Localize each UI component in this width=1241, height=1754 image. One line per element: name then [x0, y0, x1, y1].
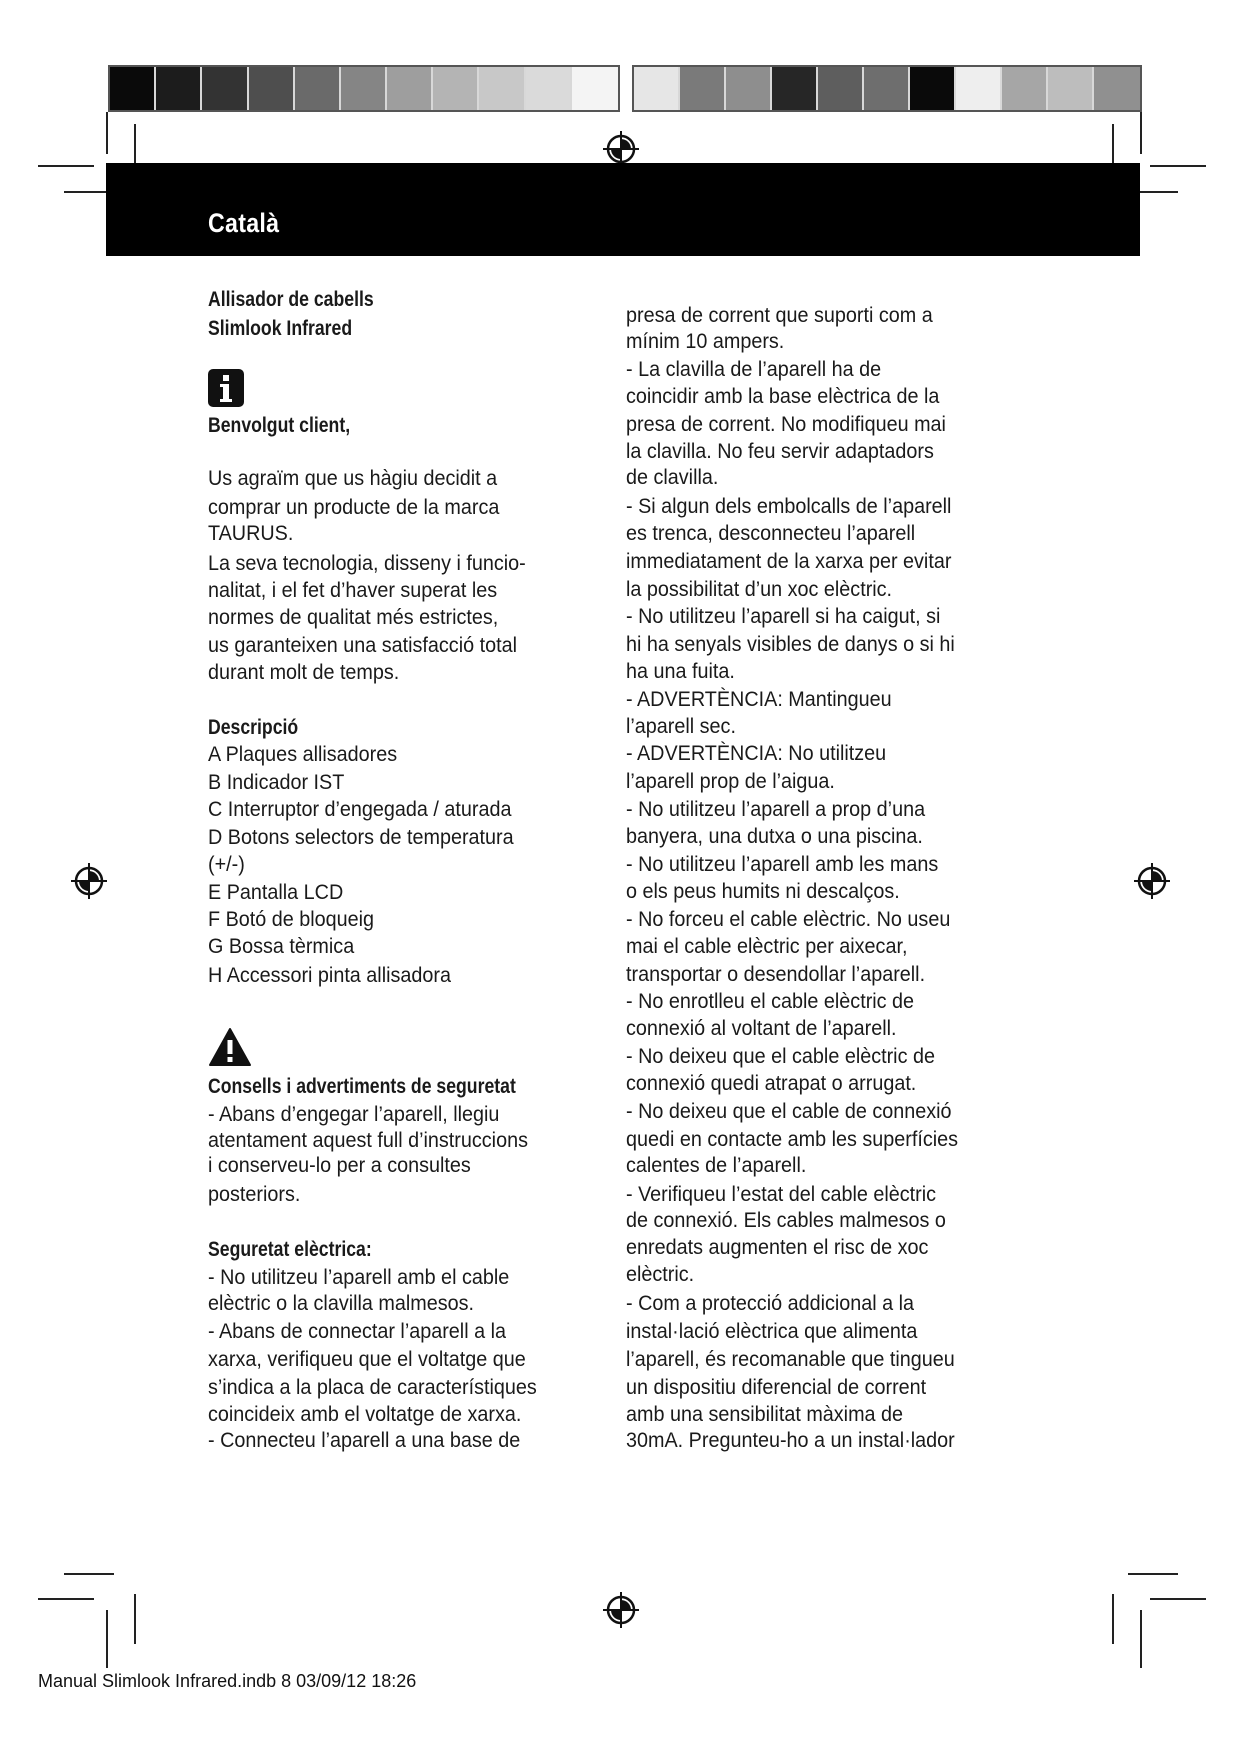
language-title: Català [208, 208, 280, 238]
crop-mark [38, 1598, 94, 1600]
safety-line: i conserveu-lo per a consultes [208, 1153, 471, 1177]
electrical-title: Seguretat elèctrica: [208, 1238, 372, 1261]
instruction-line: l’aparell prop de l’aigua. [626, 769, 835, 793]
safety-line: posteriors. [208, 1182, 301, 1206]
calibration-swatch [1002, 67, 1048, 110]
instruction-line: - La clavilla de l’aparell ha de [626, 357, 882, 381]
description-title: Descripció [208, 716, 299, 739]
calibration-swatch [110, 67, 156, 110]
instruction-line: - Si algun dels embolcalls de l’aparell [626, 494, 952, 518]
instruction-line: banyera, una dutxa o una piscina. [626, 824, 923, 848]
description-item: H Accessori pinta allisadora [208, 963, 451, 987]
product-title-line-1: Allisador de cabells [208, 288, 374, 311]
instruction-line: - No utilitzeu l’aparell amb les mans [626, 852, 939, 876]
instruction-line: amb una sensibilitat màxima de [626, 1402, 904, 1426]
intro-line: durant molt de temps. [208, 660, 400, 684]
calibration-swatch [479, 67, 525, 110]
instruction-line: enredats augmenten el risc de xoc [626, 1235, 929, 1259]
calibration-swatch [433, 67, 479, 110]
info-icon [208, 369, 244, 407]
instruction-line: - No deixeu que el cable elèctric de [626, 1044, 935, 1068]
description-item: A Plaques allisadores [208, 742, 398, 766]
instruction-line: - ADVERTÈNCIA: No utilitzeu [626, 741, 887, 765]
registration-mark-icon [601, 1590, 641, 1630]
instruction-line: hi ha senyals visibles de danys o si hi [626, 632, 955, 656]
instruction-line: la clavilla. No feu servir adaptadors [626, 439, 934, 463]
crop-mark [1150, 165, 1206, 167]
intro-line: Us agraïm que us hàgiu decidit a [208, 466, 498, 490]
crop-mark [1140, 1610, 1142, 1668]
calibration-swatch [726, 67, 772, 110]
instruction-line: - Verifiqueu l’estat del cable elèctric [626, 1182, 937, 1206]
crop-mark [64, 1573, 114, 1575]
calibration-swatch [295, 67, 341, 110]
description-item: G Bossa tèrmica [208, 934, 355, 958]
greeting: Benvolgut client, [208, 414, 351, 437]
product-title-line-2: Slimlook Infrared [208, 317, 353, 340]
color-calibration-strip-right [632, 65, 1142, 112]
instruction-line: presa de corrent que suporti com a [626, 303, 933, 327]
instruction-line: - No enrotlleu el cable elèctric de [626, 989, 915, 1013]
electrical-line: elèctric o la clavilla malmesos. [208, 1291, 475, 1315]
instruction-line: immediatament de la xarxa per evitar [626, 549, 952, 573]
description-item: F Botó de bloqueig [208, 907, 375, 931]
instruction-line: transportar o desendollar l’aparell. [626, 962, 926, 986]
instruction-line: elèctric. [626, 1262, 695, 1286]
crop-mark [106, 1610, 108, 1668]
instruction-line: quedi en contacte amb les superfícies [626, 1127, 959, 1151]
intro-line: La seva tecnologia, disseny i funcio- [208, 551, 526, 575]
instruction-line: - Com a protecció addicional a la [626, 1291, 915, 1315]
calibration-swatch [1094, 67, 1140, 110]
instruction-line: la possibilitat d’un xoc elèctric. [626, 577, 893, 601]
calibration-swatch [910, 67, 956, 110]
electrical-line: xarxa, verifiqueu que el voltatge que [208, 1347, 526, 1371]
crop-mark [106, 112, 108, 154]
instruction-line: - No forceu el cable elèctric. No useu [626, 907, 951, 931]
calibration-swatch [956, 67, 1002, 110]
instruction-line: 30mA. Pregunteu-ho a un instal·lador [626, 1428, 955, 1452]
calibration-swatch [526, 67, 572, 110]
instruction-line: connexió quedi atrapat o arrugat. [626, 1071, 917, 1095]
instruction-line: instal·lació elèctrica que alimenta [626, 1319, 918, 1343]
crop-mark [38, 165, 94, 167]
instruction-line: l’aparell, és recomanable que tingueu [626, 1347, 955, 1371]
calibration-swatch [818, 67, 864, 110]
instruction-line: calentes de l’aparell. [626, 1153, 807, 1177]
instruction-line: - No utilitzeu l’aparell si ha caigut, si [626, 604, 941, 628]
instruction-line: - ADVERTÈNCIA: Mantingueu [626, 687, 892, 711]
safety-line: atentament aquest full d’instruccions [208, 1128, 528, 1152]
intro-line: normes de qualitat més estrictes, [208, 605, 499, 629]
intro-line: nalitat, i el fet d’haver superat les [208, 578, 498, 602]
calibration-swatch [341, 67, 387, 110]
instruction-line: de connexió. Els cables malmesos o [626, 1208, 946, 1232]
electrical-line: coincideix amb el voltatge de xarxa. [208, 1402, 522, 1426]
electrical-line: - Connecteu l’aparell a una base de [208, 1428, 521, 1452]
intro-line: TAURUS. [208, 521, 294, 545]
electrical-line: s’indica a la placa de característiques [208, 1375, 537, 1399]
calibration-swatch [1048, 67, 1094, 110]
print-info: Manual Slimlook Infrared.indb 8 03/09/12 18:26 [38, 1671, 417, 1691]
calibration-swatch [680, 67, 726, 110]
instruction-line: ha una fuita. [626, 659, 735, 683]
registration-mark-icon [1132, 861, 1172, 901]
description-item: E Pantalla LCD [208, 880, 344, 904]
calibration-swatch [249, 67, 295, 110]
description-item: (+/-) [208, 852, 245, 876]
instruction-line: mínim 10 ampers. [626, 329, 785, 353]
calibration-swatch [202, 67, 248, 110]
crop-mark [1128, 1573, 1178, 1575]
instruction-line: - No utilitzeu l’aparell a prop d’una [626, 797, 926, 821]
electrical-line: - Abans de connectar l’aparell a la [208, 1319, 506, 1343]
instruction-line: de clavilla. [626, 465, 719, 489]
instruction-line: mai el cable elèctric per aixecar, [626, 934, 908, 958]
description-item: C Interruptor d’engegada / aturada [208, 797, 512, 821]
registration-mark-icon [69, 861, 109, 901]
safety-line: - Abans d’engegar l’aparell, llegiu [208, 1102, 500, 1126]
color-calibration-strip-left [108, 65, 620, 112]
crop-mark [1112, 1594, 1114, 1644]
instruction-line: l’aparell sec. [626, 714, 736, 738]
description-item: B Indicador IST [208, 770, 345, 794]
instruction-line: o els peus humits ni descalços. [626, 879, 900, 903]
instruction-line: coincidir amb la base elèctrica de la [626, 384, 940, 408]
crop-mark [1140, 112, 1142, 154]
description-item: D Botons selectors de temperatura [208, 825, 514, 849]
calibration-swatch [634, 67, 680, 110]
crop-mark [134, 1594, 136, 1644]
instruction-line: - No deixeu que el cable de connexió [626, 1099, 952, 1123]
instruction-line: presa de corrent. No modifiqueu mai [626, 412, 946, 436]
calibration-swatch [772, 67, 818, 110]
instruction-line: un dispositiu diferencial de corrent [626, 1375, 927, 1399]
crop-mark [1150, 1598, 1206, 1600]
intro-line: us garanteixen una satisfacció total [208, 633, 517, 657]
calibration-swatch [864, 67, 910, 110]
instruction-line: connexió al voltant de l’aparell. [626, 1016, 897, 1040]
electrical-line: - No utilitzeu l’aparell amb el cable [208, 1265, 510, 1289]
intro-line: comprar un producte de la marca [208, 495, 500, 519]
warning-icon [208, 1027, 252, 1067]
calibration-swatch [387, 67, 433, 110]
safety-title: Consells i advertiments de seguretat [208, 1075, 516, 1098]
calibration-swatch [572, 67, 618, 110]
instruction-line: es trenca, desconnecteu l’aparell [626, 521, 916, 545]
calibration-swatch [156, 67, 202, 110]
